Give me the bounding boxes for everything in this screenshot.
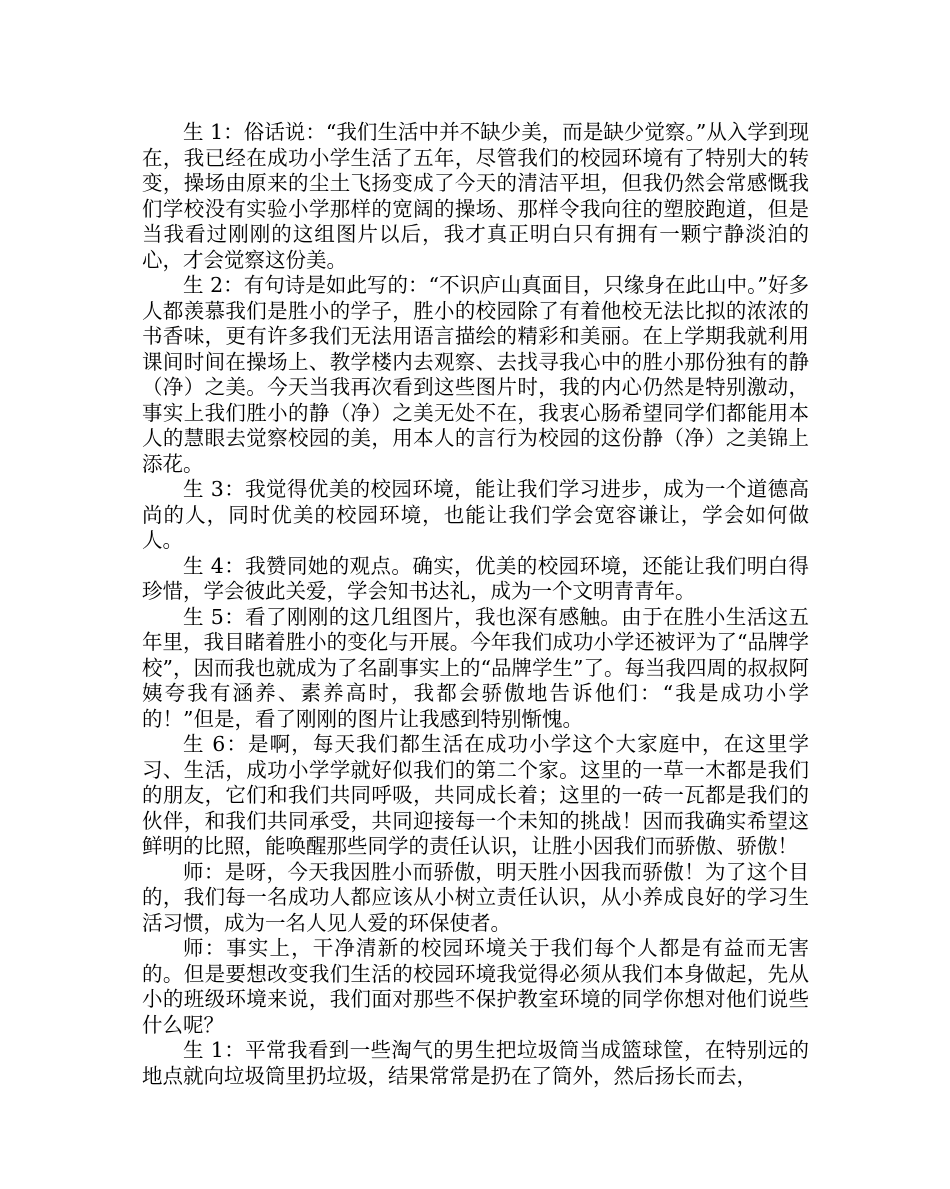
paragraph-student-6: 生 6：是啊，每天我们都生活在成功小学这个大家庭中，在这里学习、生活，成功小学学就好似我们的第二个家。这里的一草一木都是我们的朋友，它们和我们共同呼吸，共同成长着；这里的一砖一瓦都是我们的伙伴，和我们共同承受，共同迎接每一个未知的挑战！因而我确实希望这鲜明的比照，能唤醒那些同学的责任认识，让胜小因我们而骄傲、骄傲！ bbox=[142, 732, 809, 858]
paragraph-student-4: 生 4：我赞同她的观点。确实，优美的校园环境，还能让我们明白得珍惜，学会彼此关爱，学会知书达礼，成为一个文明青青年。 bbox=[142, 553, 809, 603]
document-body bbox=[142, 120, 809, 1089]
paragraph-student-1: 生 1：俗话说：“我们生活中并不缺少美，而是缺少觉察。”从入学到现在，我已经在成功小学生活了五年，尽管我们的校园环境有了特别大的转变，操场由原来的尘土飞扬变成了今天的清洁平坦，但我仍然会常感慨我们学校没有实验小学那样的宽阔的操场、那样令我向往的塑胶跑道，但是当我看过刚刚的这组图片以后，我才真正明白只有拥有一颗宁静淡泊的心，才会觉察这份美。 bbox=[142, 120, 809, 272]
paragraph-teacher-2: 师：事实上，干净清新的校园环境关于我们每个人都是有益而无害的。但是要想改变我们生活的校园环境我觉得必须从我们本身做起，先从小的班级环境来说，我们面对那些不保护教室环境的同学你想对他们说些什么呢？ bbox=[142, 936, 809, 1037]
paragraph-student-1-reply: 生 1：平常我看到一些淘气的男生把垃圾筒当成篮球筐，在特别远的地点就向垃圾筒里扔垃圾，结果常常是扔在了筒外，然后扬长而去， bbox=[142, 1038, 809, 1088]
paragraph-teacher-1: 师：是呀，今天我因胜小而骄傲，明天胜小因我而骄傲！为了这个目的，我们每一名成功人都应该从小树立责任认识，从小养成良好的学习生活习惯，成为一名人见人爱的环保使者。 bbox=[142, 859, 809, 935]
paragraph-student-2: 生 2：有句诗是如此写的：“不识庐山真面目，只缘身在此山中。”好多人都羡慕我们是胜小的学子，胜小的校园除了有着他校无法比拟的浓浓的书香味，更有许多我们无法用语言描绘的精彩和美丽。在上学期我就利用课间时间在操场上、教学楼内去观察、去找寻我心中的胜小那份独有的静（净）之美。今天当我再次看到这些图片时，我的内心仍然是特别激动，事实上我们胜小的静（净）之美无处不在，我衷心肠希望同学们都能用本人的慧眼去觉察校园的美，用本人的言行为校园的这份静（净）之美锦上添花。 bbox=[142, 273, 809, 476]
paragraph-student-3: 生 3：我觉得优美的校园环境，能让我们学习进步，成为一个道德高尚的人，同时优美的校园环境，也能让我们学会宽容谦让，学会如何做人。 bbox=[142, 477, 809, 552]
paragraph-student-5: 生 5：看了刚刚的这几组图片，我也深有感触。由于在胜小生活这五年里，我目睹着胜小的变化与开展。今年我们成功小学还被评为了“品牌学校”，因而我也就成为了名副事实上的“品牌学生”了。每当我四周的叔叔阿姨夸我有涵养、素养高时，我都会骄傲地告诉他们：“我是成功小学的！”但是，看了刚刚的图片让我感到特别惭愧。 bbox=[142, 604, 809, 731]
